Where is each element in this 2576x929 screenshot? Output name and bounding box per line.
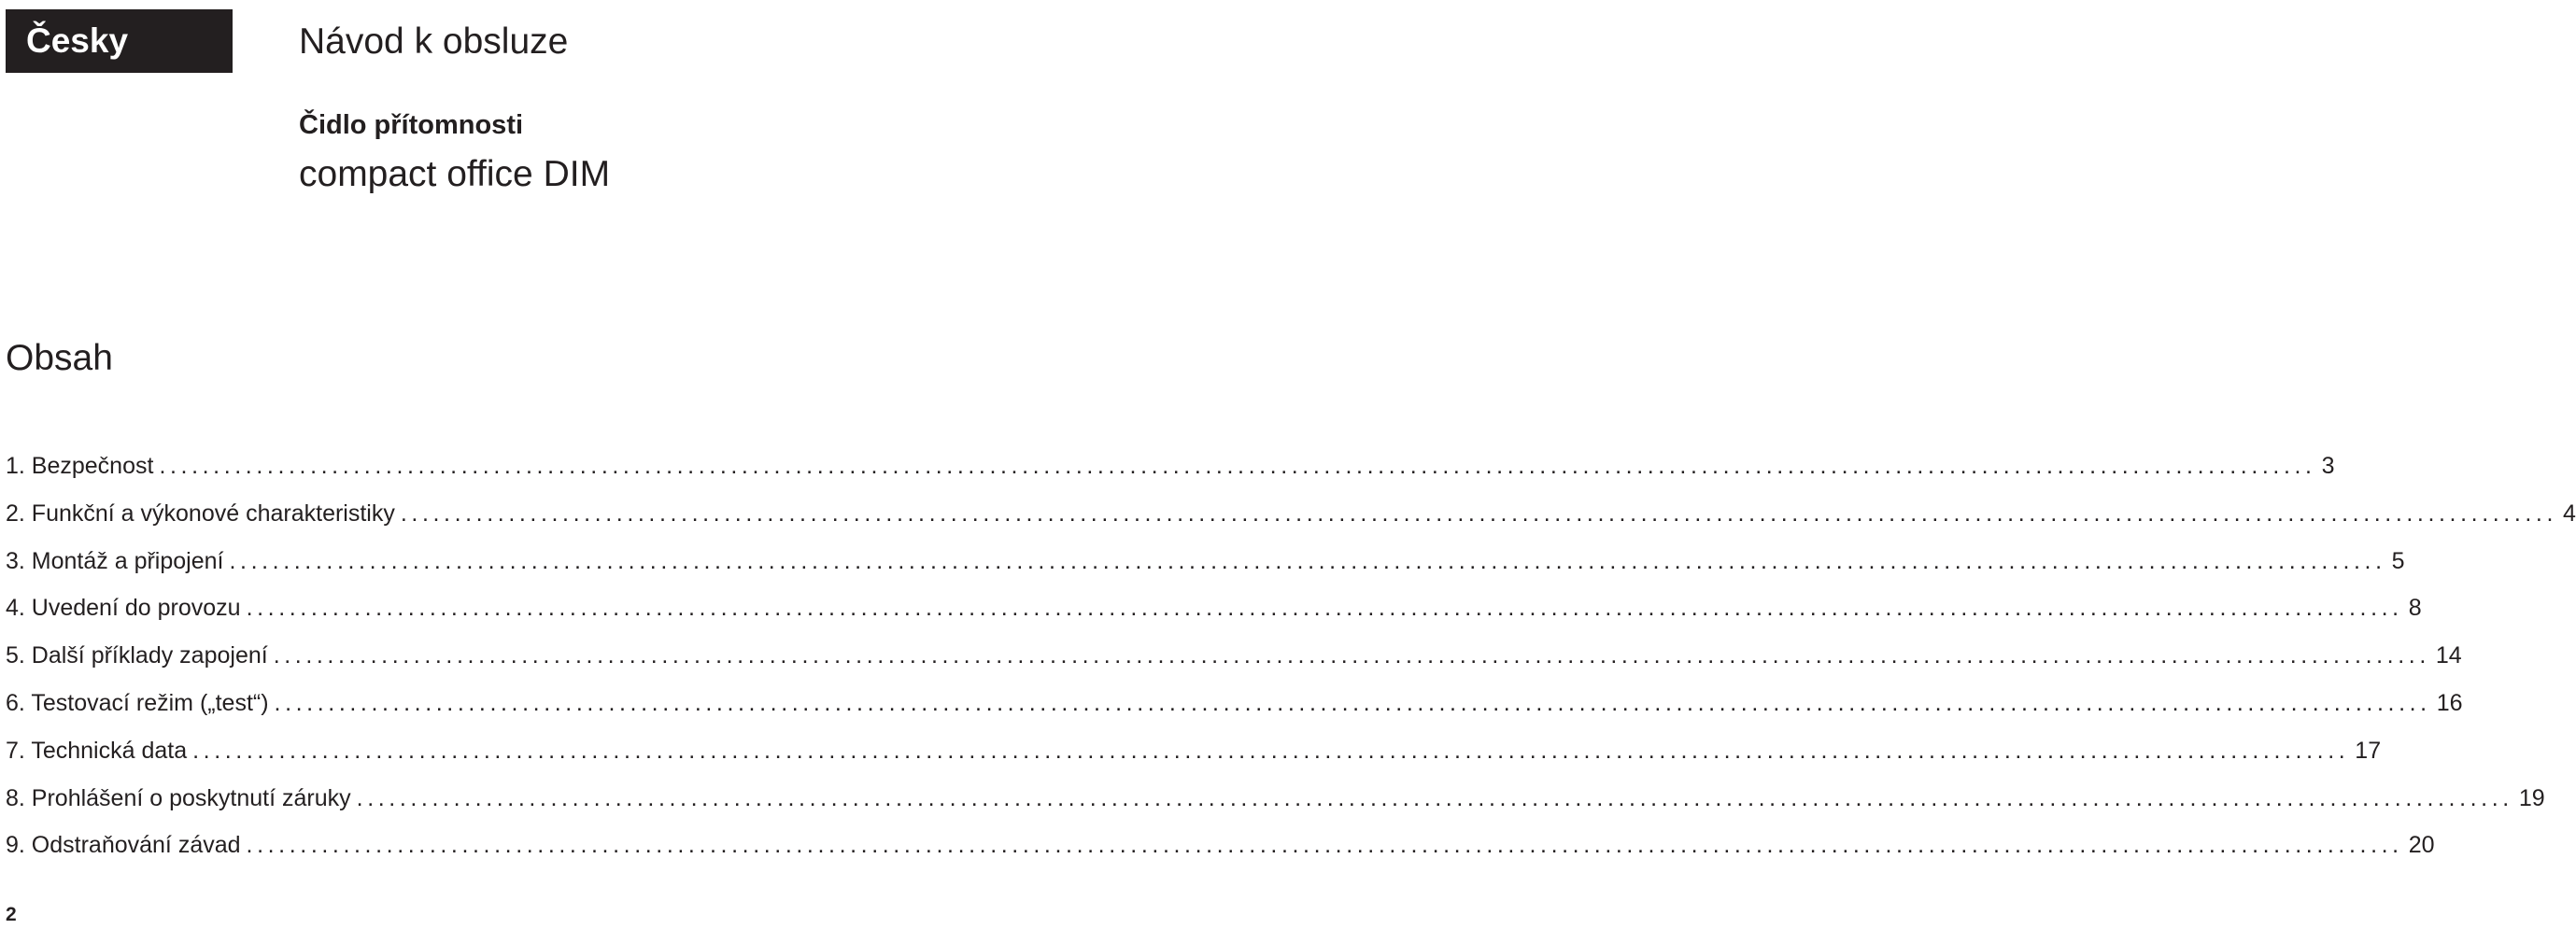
toc-leader-dots: ........................................................................................................................................................................................................ [229, 547, 2386, 574]
language-tab [6, 9, 233, 73]
table-of-contents [6, 449, 2576, 876]
toc-leader-dots: ........................................................................................................................................................................................................ [274, 689, 2431, 716]
toc-entry-label: 4. Uvedení do provozu [6, 595, 241, 622]
toc-entry-page: 4 [2563, 500, 2576, 527]
toc-entry-label: 6. Testovací režim („test“) [6, 689, 269, 716]
toc-entry-page: 5 [2391, 547, 2405, 574]
toc-entry-page: 8 [2408, 595, 2422, 622]
toc-entry-page: 16 [2436, 689, 2463, 716]
toc-leader-dots: ........................................................................................................................................................................................................ [246, 832, 2403, 859]
toc-leader-dots: ........................................................................................................................................................................................................ [356, 784, 2513, 811]
toc-entry-label: 2. Funkční a výkonové charakteristiky [6, 500, 395, 527]
product-name-title: compact office DIM [299, 154, 611, 194]
toc-leader-dots: ........................................................................................................................................................................................................ [192, 737, 2350, 764]
toc-entry[interactable] [6, 686, 2463, 734]
toc-entry-label: 8. Prohlášení o poskytnutí záruky [6, 784, 351, 811]
page-number: 2 [6, 904, 17, 925]
toc-entry[interactable] [6, 497, 2576, 544]
toc-entry-page: 19 [2518, 784, 2545, 811]
toc-entry[interactable] [6, 734, 2382, 781]
toc-entry[interactable] [6, 591, 2422, 639]
toc-entry-page: 20 [2408, 832, 2435, 859]
document-type-title: Návod k obsluze [299, 21, 569, 62]
toc-entry[interactable] [6, 781, 2545, 829]
toc-leader-dots: ........................................................................................................................................................................................................ [246, 595, 2403, 622]
toc-entry[interactable] [6, 828, 2435, 876]
toc-entry[interactable] [6, 449, 2335, 497]
toc-entry-label: 7. Technická data [6, 737, 188, 764]
toc-entry[interactable] [6, 544, 2405, 592]
toc-leader-dots: ........................................................................................................................................................................................................ [159, 453, 2316, 479]
toc-entry-label: 9. Odstraňování závad [6, 832, 241, 859]
toc-entry-label: 5. Další příklady zapojení [6, 642, 268, 669]
toc-entry-label: 1. Bezpečnost [6, 453, 154, 479]
toc-entry-label: 3. Montáž a připojení [6, 547, 224, 574]
toc-leader-dots: ........................................................................................................................................................................................................ [400, 500, 2558, 527]
language-tab-label: Česky [26, 21, 129, 60]
toc-entry-page: 14 [2435, 642, 2462, 669]
product-type-subtitle: Čidlo přítomnosti [299, 110, 524, 140]
toc-heading: Obsah [6, 338, 113, 378]
toc-entry-page: 17 [2355, 737, 2382, 764]
toc-entry[interactable] [6, 639, 2462, 686]
toc-leader-dots: ........................................................................................................................................................................................................ [273, 642, 2430, 669]
toc-entry-page: 3 [2321, 453, 2335, 479]
